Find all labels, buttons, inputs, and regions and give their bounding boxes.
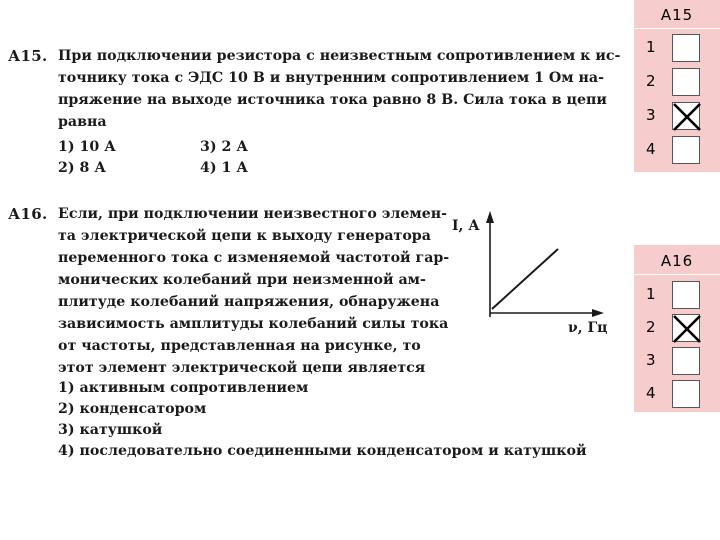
choice-label: 1 (646, 38, 657, 56)
panel-divider (634, 274, 720, 275)
answer-choice-2[interactable] (634, 314, 720, 344)
answer-option-3: 3) 2 А (200, 139, 248, 155)
y-axis (486, 211, 494, 317)
answer-checkbox[interactable] (672, 136, 700, 164)
question-number: А16. (8, 205, 48, 223)
question-text-line: этот элемент электрической цепи является (58, 360, 426, 376)
choice-label: 1 (646, 285, 657, 303)
linear-dependence-line (492, 249, 558, 309)
question-text-line: та электрической цепи к выходу генератора (58, 228, 431, 244)
answer-option-1: 1) активным сопротивлением (58, 380, 309, 396)
current-frequency-graph (440, 205, 620, 335)
answer-option-2: 2) 8 А (58, 160, 106, 176)
answer-choice-3[interactable] (634, 347, 720, 377)
choice-label: 3 (646, 106, 657, 124)
answer-panel-a15 (634, 0, 720, 172)
question-text-line: точнику тока с ЭДС 10 В и внутренним сопротивлением 1 Ом на- (58, 70, 605, 86)
question-text-line: Если, при подключении неизвестного элемен- (58, 206, 448, 222)
answer-checkbox-checked[interactable] (672, 102, 700, 130)
panel-divider (634, 28, 720, 29)
answer-checkbox[interactable] (672, 380, 700, 408)
choice-label: 4 (646, 384, 657, 402)
question-text-line: зависимость амплитуды колебаний силы тока (58, 316, 449, 332)
choice-label: 4 (646, 140, 657, 158)
question-number: А15. (8, 47, 48, 65)
question-text (58, 45, 620, 133)
answer-option-3: 3) катушкой (58, 422, 163, 438)
question-text-line: равна (58, 114, 107, 130)
panel-title: А16 (660, 252, 694, 270)
y-axis-label: I, А (452, 218, 480, 234)
cross-mark-icon (672, 314, 702, 344)
answer-checkbox[interactable] (672, 34, 700, 62)
answer-choice-4[interactable] (634, 380, 720, 410)
answer-choice-4[interactable] (634, 136, 720, 166)
answer-checkbox[interactable] (672, 281, 700, 309)
question-text-line: При подключении резистора с неизвестным сопротивлением к ис- (58, 48, 621, 64)
x-axis-label: ν, Гц (568, 320, 608, 335)
answer-checkbox-checked[interactable] (672, 314, 700, 342)
answer-option-2: 2) конденсатором (58, 401, 207, 417)
answer-checkbox[interactable] (672, 347, 700, 375)
question-text (58, 203, 449, 379)
question-text-line: переменного тока с изменяемой частотой гар- (58, 250, 450, 266)
answer-choice-3[interactable] (634, 102, 720, 132)
choice-label: 2 (646, 72, 657, 90)
answer-choice-1[interactable] (634, 281, 720, 311)
question-text-line: пряжение на выходе источника тока равно 8 В. Сила тока в цепи (58, 92, 607, 108)
question-text-line: монических колебаний при неизменной ам- (58, 272, 426, 288)
answer-checkbox[interactable] (672, 68, 700, 96)
question-text-line: плитуде колебаний напряжения, обнаружена (58, 294, 440, 310)
panel-title: А15 (660, 6, 694, 24)
answer-choice-2[interactable] (634, 68, 720, 98)
cross-mark-icon (672, 102, 702, 132)
choice-label: 2 (646, 318, 657, 336)
answer-option-1: 1) 10 А (58, 139, 116, 155)
choice-label: 3 (646, 351, 657, 369)
question-text-line: от частоты, представленная на рисунке, то (58, 338, 421, 354)
answer-option-4: 4) последовательно соединенными конденсатором и катушкой (58, 443, 587, 459)
answer-option-4: 4) 1 А (200, 160, 248, 176)
x-axis (490, 309, 604, 317)
answer-panel-a16 (634, 245, 720, 412)
answer-choice-1[interactable] (634, 34, 720, 64)
